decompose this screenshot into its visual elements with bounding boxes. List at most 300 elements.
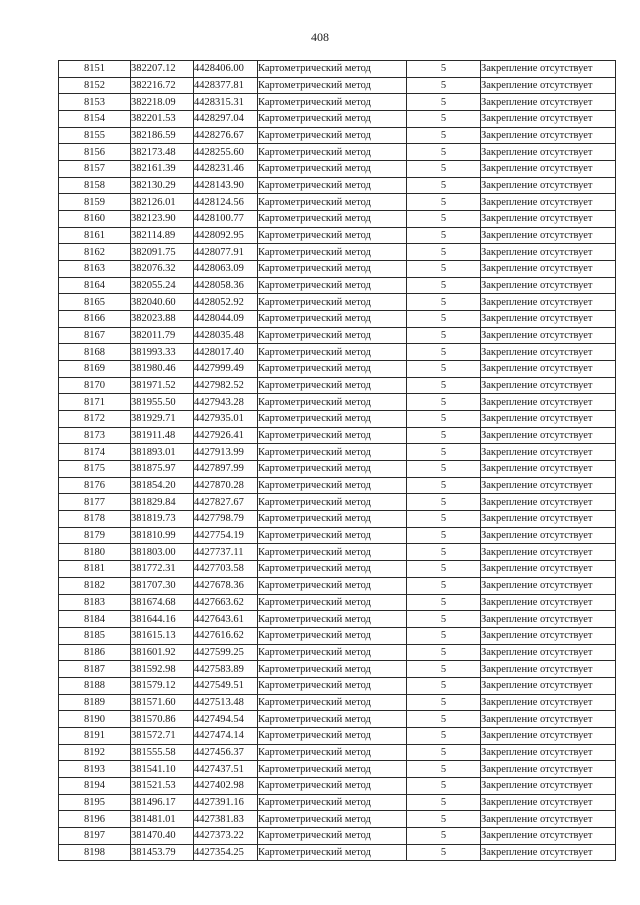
table-row — [59, 77, 616, 94]
x-coordinate-cell: 381707.30 — [131, 577, 194, 594]
accuracy-cell: 5 — [407, 827, 481, 844]
point-number-cell: 8197 — [59, 827, 131, 844]
y-coordinate-cell: 4427391.16 — [194, 794, 258, 811]
fixation-cell: Закрепление отсутствует — [481, 311, 616, 328]
x-coordinate-cell: 382023.88 — [131, 311, 194, 328]
table-row — [59, 444, 616, 461]
x-coordinate-cell: 382218.09 — [131, 94, 194, 111]
point-number-cell: 8179 — [59, 527, 131, 544]
fixation-cell: Закрепление отсутствует — [481, 744, 616, 761]
table-row — [59, 344, 616, 361]
x-coordinate-cell: 381453.79 — [131, 844, 194, 861]
table-row — [59, 827, 616, 844]
accuracy-cell: 5 — [407, 144, 481, 161]
accuracy-cell: 5 — [407, 477, 481, 494]
x-coordinate-cell: 381875.97 — [131, 461, 194, 478]
method-cell: Картометрический метод — [258, 127, 407, 144]
x-coordinate-cell: 381819.73 — [131, 511, 194, 528]
y-coordinate-cell: 4427754.19 — [194, 527, 258, 544]
fixation-cell: Закрепление отсутствует — [481, 561, 616, 578]
y-coordinate-cell: 4427663.62 — [194, 594, 258, 611]
fixation-cell: Закрепление отсутствует — [481, 261, 616, 278]
method-cell: Картометрический метод — [258, 327, 407, 344]
method-cell: Картометрический метод — [258, 144, 407, 161]
accuracy-cell: 5 — [407, 194, 481, 211]
point-number-cell: 8153 — [59, 94, 131, 111]
accuracy-cell: 5 — [407, 244, 481, 261]
point-number-cell: 8186 — [59, 644, 131, 661]
y-coordinate-cell: 4427926.41 — [194, 427, 258, 444]
y-coordinate-cell: 4427513.48 — [194, 694, 258, 711]
table-row — [59, 711, 616, 728]
accuracy-cell: 5 — [407, 577, 481, 594]
accuracy-cell: 5 — [407, 77, 481, 94]
method-cell: Картометрический метод — [258, 494, 407, 511]
fixation-cell: Закрепление отсутствует — [481, 461, 616, 478]
method-cell: Картометрический метод — [258, 777, 407, 794]
y-coordinate-cell: 4428406.00 — [194, 61, 258, 78]
fixation-cell: Закрепление отсутствует — [481, 544, 616, 561]
fixation-cell: Закрепление отсутствует — [481, 394, 616, 411]
y-coordinate-cell: 4427703.58 — [194, 561, 258, 578]
method-cell: Картометрический метод — [258, 77, 407, 94]
accuracy-cell: 5 — [407, 411, 481, 428]
method-cell: Картометрический метод — [258, 427, 407, 444]
y-coordinate-cell: 4427373.22 — [194, 827, 258, 844]
accuracy-cell: 5 — [407, 594, 481, 611]
table-body — [59, 61, 616, 861]
accuracy-cell: 5 — [407, 794, 481, 811]
y-coordinate-cell: 4427494.54 — [194, 711, 258, 728]
point-number-cell: 8175 — [59, 461, 131, 478]
y-coordinate-cell: 4428052.92 — [194, 294, 258, 311]
fixation-cell: Закрепление отсутствует — [481, 677, 616, 694]
method-cell: Картометрический метод — [258, 727, 407, 744]
y-coordinate-cell: 4427737.11 — [194, 544, 258, 561]
accuracy-cell: 5 — [407, 327, 481, 344]
table-row — [59, 111, 616, 128]
fixation-cell: Закрепление отсутствует — [481, 177, 616, 194]
x-coordinate-cell: 381571.60 — [131, 694, 194, 711]
accuracy-cell: 5 — [407, 161, 481, 178]
point-number-cell: 8193 — [59, 761, 131, 778]
method-cell: Картометрический метод — [258, 394, 407, 411]
table-row — [59, 261, 616, 278]
fixation-cell: Закрепление отсутствует — [481, 61, 616, 78]
x-coordinate-cell: 382161.39 — [131, 161, 194, 178]
y-coordinate-cell: 4427897.99 — [194, 461, 258, 478]
x-coordinate-cell: 381854.20 — [131, 477, 194, 494]
method-cell: Картометрический метод — [258, 511, 407, 528]
method-cell: Картометрический метод — [258, 844, 407, 861]
accuracy-cell: 5 — [407, 177, 481, 194]
table-row — [59, 411, 616, 428]
y-coordinate-cell: 4428297.04 — [194, 111, 258, 128]
y-coordinate-cell: 4427354.25 — [194, 844, 258, 861]
y-coordinate-cell: 4427474.14 — [194, 727, 258, 744]
x-coordinate-cell: 381470.40 — [131, 827, 194, 844]
table-row — [59, 227, 616, 244]
y-coordinate-cell: 4427402.98 — [194, 777, 258, 794]
method-cell: Картометрический метод — [258, 161, 407, 178]
accuracy-cell: 5 — [407, 94, 481, 111]
method-cell: Картометрический метод — [258, 361, 407, 378]
y-coordinate-cell: 4428143.90 — [194, 177, 258, 194]
y-coordinate-cell: 4427599.25 — [194, 644, 258, 661]
accuracy-cell: 5 — [407, 461, 481, 478]
accuracy-cell: 5 — [407, 377, 481, 394]
table-row — [59, 511, 616, 528]
point-number-cell: 8155 — [59, 127, 131, 144]
table-row — [59, 494, 616, 511]
accuracy-cell: 5 — [407, 361, 481, 378]
fixation-cell: Закрепление отсутствует — [481, 427, 616, 444]
accuracy-cell: 5 — [407, 127, 481, 144]
method-cell: Картометрический метод — [258, 711, 407, 728]
fixation-cell: Закрепление отсутствует — [481, 527, 616, 544]
x-coordinate-cell: 382040.60 — [131, 294, 194, 311]
y-coordinate-cell: 4427678.36 — [194, 577, 258, 594]
y-coordinate-cell: 4427935.01 — [194, 411, 258, 428]
point-number-cell: 8177 — [59, 494, 131, 511]
table-row — [59, 727, 616, 744]
accuracy-cell: 5 — [407, 294, 481, 311]
x-coordinate-cell: 381803.00 — [131, 544, 194, 561]
x-coordinate-cell: 381496.17 — [131, 794, 194, 811]
y-coordinate-cell: 4428315.31 — [194, 94, 258, 111]
accuracy-cell: 5 — [407, 277, 481, 294]
table-row — [59, 794, 616, 811]
accuracy-cell: 5 — [407, 261, 481, 278]
y-coordinate-cell: 4427913.99 — [194, 444, 258, 461]
y-coordinate-cell: 4427870.28 — [194, 477, 258, 494]
x-coordinate-cell: 381481.01 — [131, 811, 194, 828]
y-coordinate-cell: 4427827.67 — [194, 494, 258, 511]
point-number-cell: 8157 — [59, 161, 131, 178]
y-coordinate-cell: 4428035.48 — [194, 327, 258, 344]
accuracy-cell: 5 — [407, 227, 481, 244]
table-row — [59, 94, 616, 111]
method-cell: Картометрический метод — [258, 794, 407, 811]
method-cell: Картометрический метод — [258, 261, 407, 278]
accuracy-cell: 5 — [407, 661, 481, 678]
accuracy-cell: 5 — [407, 561, 481, 578]
fixation-cell: Закрепление отсутствует — [481, 77, 616, 94]
fixation-cell: Закрепление отсутствует — [481, 611, 616, 628]
fixation-cell: Закрепление отсутствует — [481, 127, 616, 144]
point-number-cell: 8158 — [59, 177, 131, 194]
method-cell: Картометрический метод — [258, 577, 407, 594]
table-row — [59, 394, 616, 411]
accuracy-cell: 5 — [407, 694, 481, 711]
table-row — [59, 477, 616, 494]
y-coordinate-cell: 4428124.56 — [194, 194, 258, 211]
method-cell: Картометрический метод — [258, 111, 407, 128]
point-number-cell: 8154 — [59, 111, 131, 128]
fixation-cell: Закрепление отсутствует — [481, 661, 616, 678]
x-coordinate-cell: 381579.12 — [131, 677, 194, 694]
table-row — [59, 144, 616, 161]
y-coordinate-cell: 4428063.09 — [194, 261, 258, 278]
table-row — [59, 544, 616, 561]
fixation-cell: Закрепление отсутствует — [481, 794, 616, 811]
y-coordinate-cell: 4428017.40 — [194, 344, 258, 361]
point-number-cell: 8166 — [59, 311, 131, 328]
table-row — [59, 194, 616, 211]
x-coordinate-cell: 381615.13 — [131, 627, 194, 644]
table-row — [59, 777, 616, 794]
x-coordinate-cell: 382173.48 — [131, 144, 194, 161]
fixation-cell: Закрепление отсутствует — [481, 761, 616, 778]
method-cell: Картометрический метод — [258, 644, 407, 661]
fixation-cell: Закрепление отсутствует — [481, 777, 616, 794]
fixation-cell: Закрепление отсутствует — [481, 444, 616, 461]
method-cell: Картометрический метод — [258, 277, 407, 294]
point-number-cell: 8164 — [59, 277, 131, 294]
method-cell: Картометрический метод — [258, 677, 407, 694]
table-row — [59, 211, 616, 228]
table-row — [59, 361, 616, 378]
point-number-cell: 8174 — [59, 444, 131, 461]
accuracy-cell: 5 — [407, 627, 481, 644]
fixation-cell: Закрепление отсутствует — [481, 711, 616, 728]
y-coordinate-cell: 4428077.91 — [194, 244, 258, 261]
method-cell: Картометрический метод — [258, 744, 407, 761]
table-row — [59, 761, 616, 778]
x-coordinate-cell: 381572.71 — [131, 727, 194, 744]
x-coordinate-cell: 382076.32 — [131, 261, 194, 278]
table-row — [59, 127, 616, 144]
x-coordinate-cell: 382055.24 — [131, 277, 194, 294]
fixation-cell: Закрепление отсутствует — [481, 694, 616, 711]
point-number-cell: 8168 — [59, 344, 131, 361]
fixation-cell: Закрепление отсутствует — [481, 377, 616, 394]
point-number-cell: 8172 — [59, 411, 131, 428]
x-coordinate-cell: 381829.84 — [131, 494, 194, 511]
x-coordinate-cell: 381772.31 — [131, 561, 194, 578]
point-number-cell: 8176 — [59, 477, 131, 494]
method-cell: Картометрический метод — [258, 194, 407, 211]
method-cell: Картометрический метод — [258, 344, 407, 361]
method-cell: Картометрический метод — [258, 61, 407, 78]
point-number-cell: 8191 — [59, 727, 131, 744]
method-cell: Картометрический метод — [258, 377, 407, 394]
accuracy-cell: 5 — [407, 761, 481, 778]
accuracy-cell: 5 — [407, 844, 481, 861]
accuracy-cell: 5 — [407, 527, 481, 544]
point-number-cell: 8169 — [59, 361, 131, 378]
fixation-cell: Закрепление отсутствует — [481, 227, 616, 244]
point-number-cell: 8180 — [59, 544, 131, 561]
fixation-cell: Закрепление отсутствует — [481, 111, 616, 128]
point-number-cell: 8151 — [59, 61, 131, 78]
y-coordinate-cell: 4428092.95 — [194, 227, 258, 244]
y-coordinate-cell: 4428100.77 — [194, 211, 258, 228]
point-number-cell: 8194 — [59, 777, 131, 794]
method-cell: Картометрический метод — [258, 177, 407, 194]
table-row — [59, 244, 616, 261]
table-row — [59, 311, 616, 328]
point-number-cell: 8190 — [59, 711, 131, 728]
x-coordinate-cell: 381674.68 — [131, 594, 194, 611]
method-cell: Картометрический метод — [258, 561, 407, 578]
x-coordinate-cell: 382091.75 — [131, 244, 194, 261]
table-row — [59, 161, 616, 178]
method-cell: Картометрический метод — [258, 244, 407, 261]
table-row — [59, 594, 616, 611]
fixation-cell: Закрепление отсутствует — [481, 477, 616, 494]
method-cell: Картометрический метод — [258, 477, 407, 494]
point-number-cell: 8156 — [59, 144, 131, 161]
method-cell: Картометрический метод — [258, 227, 407, 244]
point-number-cell: 8159 — [59, 194, 131, 211]
method-cell: Картометрический метод — [258, 211, 407, 228]
method-cell: Картометрический метод — [258, 594, 407, 611]
point-number-cell: 8192 — [59, 744, 131, 761]
point-number-cell: 8198 — [59, 844, 131, 861]
x-coordinate-cell: 382114.89 — [131, 227, 194, 244]
table-row — [59, 744, 616, 761]
y-coordinate-cell: 4427437.51 — [194, 761, 258, 778]
accuracy-cell: 5 — [407, 711, 481, 728]
point-number-cell: 8152 — [59, 77, 131, 94]
y-coordinate-cell: 4428231.46 — [194, 161, 258, 178]
accuracy-cell: 5 — [407, 344, 481, 361]
accuracy-cell: 5 — [407, 444, 481, 461]
method-cell: Картометрический метод — [258, 627, 407, 644]
table-row — [59, 677, 616, 694]
method-cell: Картометрический метод — [258, 527, 407, 544]
x-coordinate-cell: 381893.01 — [131, 444, 194, 461]
method-cell: Картометрический метод — [258, 444, 407, 461]
table-row — [59, 327, 616, 344]
x-coordinate-cell: 382207.12 — [131, 61, 194, 78]
accuracy-cell: 5 — [407, 211, 481, 228]
point-number-cell: 8165 — [59, 294, 131, 311]
x-coordinate-cell: 382216.72 — [131, 77, 194, 94]
table-row — [59, 427, 616, 444]
accuracy-cell: 5 — [407, 727, 481, 744]
fixation-cell: Закрепление отсутствует — [481, 277, 616, 294]
y-coordinate-cell: 4427549.51 — [194, 677, 258, 694]
y-coordinate-cell: 4428044.09 — [194, 311, 258, 328]
fixation-cell: Закрепление отсутствует — [481, 411, 616, 428]
y-coordinate-cell: 4427583.89 — [194, 661, 258, 678]
x-coordinate-cell: 381993.33 — [131, 344, 194, 361]
fixation-cell: Закрепление отсутствует — [481, 627, 616, 644]
point-number-cell: 8167 — [59, 327, 131, 344]
point-number-cell: 8181 — [59, 561, 131, 578]
table-row — [59, 627, 616, 644]
method-cell: Картометрический метод — [258, 827, 407, 844]
accuracy-cell: 5 — [407, 394, 481, 411]
fixation-cell: Закрепление отсутствует — [481, 577, 616, 594]
x-coordinate-cell: 381971.52 — [131, 377, 194, 394]
point-number-cell: 8178 — [59, 511, 131, 528]
method-cell: Картометрический метод — [258, 661, 407, 678]
x-coordinate-cell: 382186.59 — [131, 127, 194, 144]
accuracy-cell: 5 — [407, 311, 481, 328]
x-coordinate-cell: 382130.29 — [131, 177, 194, 194]
point-number-cell: 8163 — [59, 261, 131, 278]
fixation-cell: Закрепление отсутствует — [481, 727, 616, 744]
accuracy-cell: 5 — [407, 811, 481, 828]
x-coordinate-cell: 381521.53 — [131, 777, 194, 794]
fixation-cell: Закрепление отсутствует — [481, 811, 616, 828]
x-coordinate-cell: 381570.86 — [131, 711, 194, 728]
point-number-cell: 8170 — [59, 377, 131, 394]
x-coordinate-cell: 381644.16 — [131, 611, 194, 628]
fixation-cell: Закрепление отсутствует — [481, 344, 616, 361]
accuracy-cell: 5 — [407, 111, 481, 128]
table-row — [59, 811, 616, 828]
table-row — [59, 577, 616, 594]
x-coordinate-cell: 381810.99 — [131, 527, 194, 544]
point-number-cell: 8188 — [59, 677, 131, 694]
x-coordinate-cell: 382123.90 — [131, 211, 194, 228]
accuracy-cell: 5 — [407, 61, 481, 78]
accuracy-cell: 5 — [407, 677, 481, 694]
y-coordinate-cell: 4427456.37 — [194, 744, 258, 761]
y-coordinate-cell: 4428276.67 — [194, 127, 258, 144]
y-coordinate-cell: 4428058.36 — [194, 277, 258, 294]
point-number-cell: 8171 — [59, 394, 131, 411]
table-row — [59, 527, 616, 544]
accuracy-cell: 5 — [407, 744, 481, 761]
coordinates-table — [58, 60, 616, 861]
fixation-cell: Закрепление отсутствует — [481, 511, 616, 528]
point-number-cell: 8161 — [59, 227, 131, 244]
fixation-cell: Закрепление отсутствует — [481, 294, 616, 311]
fixation-cell: Закрепление отсутствует — [481, 827, 616, 844]
point-number-cell: 8173 — [59, 427, 131, 444]
accuracy-cell: 5 — [407, 544, 481, 561]
y-coordinate-cell: 4427999.49 — [194, 361, 258, 378]
accuracy-cell: 5 — [407, 494, 481, 511]
method-cell: Картометрический метод — [258, 761, 407, 778]
table-row — [59, 644, 616, 661]
table-row — [59, 294, 616, 311]
fixation-cell: Закрепление отсутствует — [481, 144, 616, 161]
accuracy-cell: 5 — [407, 427, 481, 444]
x-coordinate-cell: 381955.50 — [131, 394, 194, 411]
y-coordinate-cell: 4427643.61 — [194, 611, 258, 628]
fixation-cell: Закрепление отсутствует — [481, 211, 616, 228]
point-number-cell: 8184 — [59, 611, 131, 628]
x-coordinate-cell: 381541.10 — [131, 761, 194, 778]
y-coordinate-cell: 4427616.62 — [194, 627, 258, 644]
x-coordinate-cell: 381929.71 — [131, 411, 194, 428]
method-cell: Картометрический метод — [258, 544, 407, 561]
point-number-cell: 8195 — [59, 794, 131, 811]
point-number-cell: 8162 — [59, 244, 131, 261]
accuracy-cell: 5 — [407, 511, 481, 528]
method-cell: Картометрический метод — [258, 294, 407, 311]
point-number-cell: 8196 — [59, 811, 131, 828]
accuracy-cell: 5 — [407, 644, 481, 661]
point-number-cell: 8182 — [59, 577, 131, 594]
x-coordinate-cell: 381592.98 — [131, 661, 194, 678]
y-coordinate-cell: 4427982.52 — [194, 377, 258, 394]
method-cell: Картометрический метод — [258, 611, 407, 628]
y-coordinate-cell: 4427381.83 — [194, 811, 258, 828]
method-cell: Картометрический метод — [258, 411, 407, 428]
x-coordinate-cell: 381555.58 — [131, 744, 194, 761]
table-row — [59, 61, 616, 78]
page-number: 408 — [311, 30, 329, 44]
fixation-cell: Закрепление отсутствует — [481, 94, 616, 111]
fixation-cell: Закрепление отсутствует — [481, 194, 616, 211]
